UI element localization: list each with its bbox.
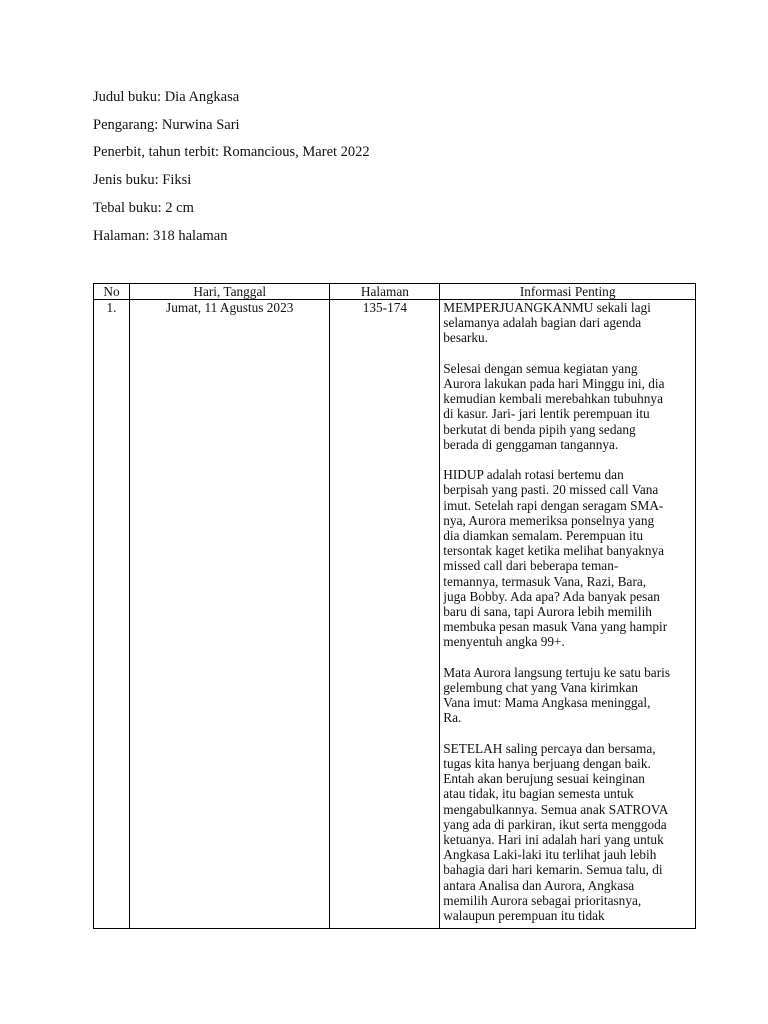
info-paragraph: SETELAH saling percaya dan bersama, tugas kita hanya berjuang dengan baik. Entah akan berujung sesuai keinginan atau tidak, itu bagian semesta untuk mengabulkannya. Semua anak SATROVA yang ada di parkiran, ikut serta menggoda ketuanya. Hari ini adalah hari yang untuk Angkasa Laki-laki itu terlihat jauh lebih bahagia dari hari kemarin. Semua talu, di antara Analisa dan Aurora, Angkasa memilih Aurora sebagai prioritasnya, walaupun perempuan itu tidak: [443, 740, 669, 924]
table-row: [94, 300, 696, 929]
header-info: Informasi Penting: [440, 284, 696, 300]
header-pages: Halaman: [330, 284, 440, 300]
book-publisher-line: Penerbit, tahun terbit: Romancious, Maret 2022: [93, 144, 370, 160]
book-thickness-line: Tebal buku: 2 cm: [93, 200, 194, 216]
info-paragraph: Mata Aurora langsung tertuju ke satu baris gelembung chat yang Vana kirimkan Vana imut: Mama Angkasa meninggal, Ra.: [443, 664, 671, 726]
info-paragraph: Selesai dengan semua kegiatan yang Aurora lakukan pada hari Minggu ini, dia kemudian kembali merebahkan tubuhnya di kasur. Jari- jari lentik perempuan itu berkutat di benda pipih yang sedang berada di genggaman tangannya.: [443, 360, 665, 452]
row-date: Jumat, 11 Agustus 2023: [129, 300, 330, 929]
header-date: Hari, Tanggal: [129, 284, 330, 300]
book-genre-line: Jenis buku: Fiksi: [93, 172, 192, 188]
table-header-row: [94, 284, 696, 300]
header-no: No: [94, 284, 130, 300]
row-info: [440, 300, 696, 929]
reading-log-table: [93, 283, 696, 929]
info-paragraph: MEMPERJUANGKANMU sekali lagi selamanya adalah bagian dari agenda besarku.: [443, 300, 651, 346]
row-no: 1.: [94, 300, 130, 929]
book-pages-line: Halaman: 318 halaman: [93, 228, 228, 244]
book-title-line: Judul buku: Dia Angkasa: [93, 89, 240, 105]
row-pages: 135-174: [330, 300, 440, 929]
info-paragraph: HIDUP adalah rotasi bertemu dan berpisah yang pasti. 20 missed call Vana imut. Setelah rapi dengan seragam SMA- nya, Aurora memeriksa ponselnya yang dia diamkan semalam. Perempuan itu tersontak kaget ketika melihat banyaknya missed call dari beberapa teman- temannya, termasuk Vana, Razi, Bara, juga Bobby. Ada apa? Ada banyak pesan baru di sana, tapi Aurora lebih memilih membuka pesan masuk Vana yang hampir menyentuh angka 99+.: [443, 467, 668, 650]
book-author-line: Pengarang: Nurwina Sari: [93, 117, 240, 133]
info-text-block: [443, 300, 692, 926]
